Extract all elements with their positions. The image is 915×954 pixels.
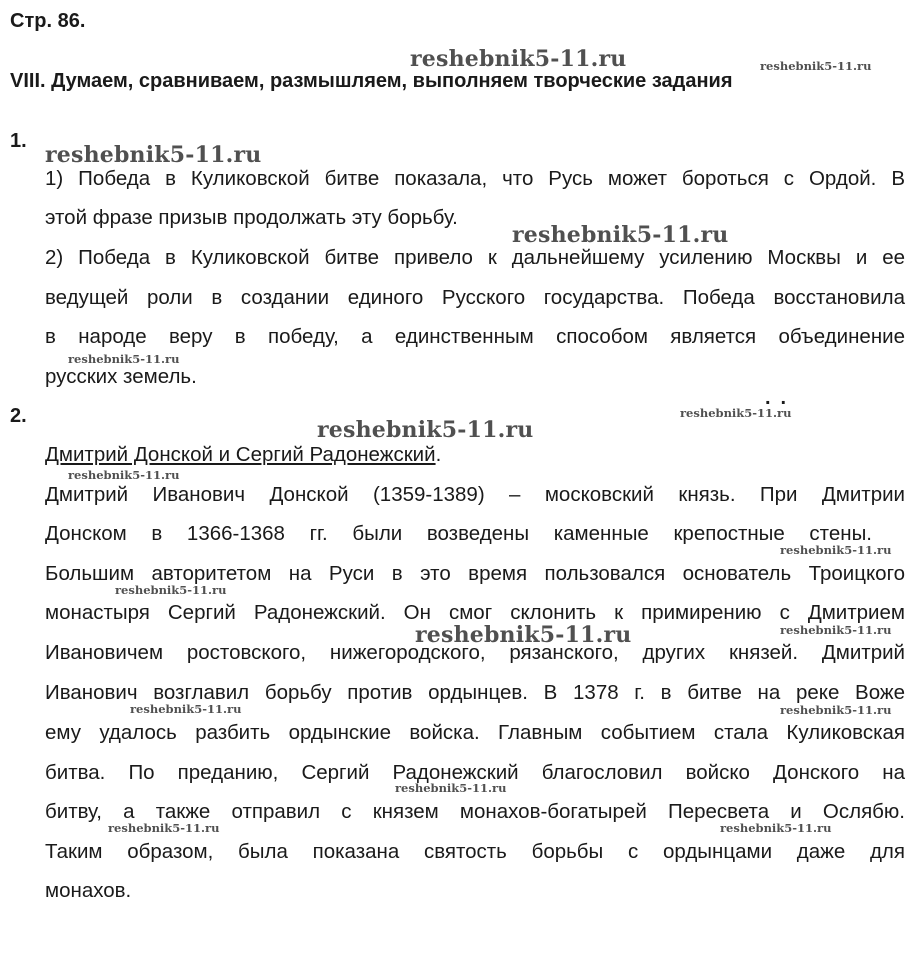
task-2-heading: [45, 442, 441, 468]
watermark: reshebnik5-11.ru: [680, 406, 792, 420]
task-2-line: Таким образом, была показана святость борьбы с ордынцами даже для: [45, 840, 905, 863]
watermark: reshebnik5-11.ru: [760, 59, 872, 73]
watermark: reshebnik5-11.ru: [415, 622, 632, 648]
watermark: reshebnik5-11.ru: [720, 821, 832, 835]
watermark: reshebnik5-11.ru: [410, 46, 627, 72]
watermark: reshebnik5-11.ru: [780, 703, 892, 717]
watermark: reshebnik5-11.ru: [45, 142, 262, 168]
watermark: reshebnik5-11.ru: [395, 781, 507, 795]
task-2-heading-text: Дмитрий Донской и Сергий Радонежский: [45, 443, 436, 466]
section-title: VIII. Думаем, сравниваем, размышляем, выполняем творческие задания: [10, 70, 733, 92]
task-2-line: Дмитрий Иванович Донской (1359-1389) – московский князь. При Дмитрии: [45, 483, 905, 506]
page-number: Стр. 86.: [10, 10, 86, 32]
task-1-line: этой фразе призыв продолжать эту борьбу.: [45, 206, 458, 229]
watermark: reshebnik5-11.ru: [317, 417, 534, 443]
task-2-line: монастыря Сергий Радонежский. Он смог склонить к примирению с Дмитрием: [45, 601, 905, 624]
task-1-line: 1) Победа в Куликовской битве показала, что Русь может бороться с Ордой. В: [45, 167, 905, 190]
task-1-line: 2) Победа в Куликовской битве привело к дальнейшему усилению Москвы и ее: [45, 246, 905, 269]
task-2-line: битва. По преданию, Сергий Радонежский благословил войско Донского на: [45, 761, 905, 784]
task-2-number: 2.: [10, 405, 27, 427]
task-2-line: Большим авторитетом на Руси в это время пользовался основатель Троицкого: [45, 562, 905, 585]
task-1-number: 1.: [10, 130, 27, 152]
task-2-line: Донском в 1366-1368 гг. были возведены каменные крепостные стены.: [45, 522, 872, 545]
watermark: reshebnik5-11.ru: [115, 583, 227, 597]
task-2-heading-period: .: [435, 443, 442, 466]
watermark: reshebnik5-11.ru: [512, 222, 729, 248]
watermark: reshebnik5-11.ru: [780, 623, 892, 637]
task-1-line: русских земель.: [45, 365, 197, 388]
task-2-line: Ивановичем ростовского, нижегородского, рязанского, других князей. Дмитрий: [45, 641, 905, 664]
watermark: reshebnik5-11.ru: [68, 468, 180, 482]
task-2-line: монахов.: [45, 879, 132, 902]
watermark: reshebnik5-11.ru: [130, 702, 242, 716]
task-2-line: ему удалось разбить ордынские войска. Главным событием стала Куликовская: [45, 721, 905, 744]
task-2-line: Иванович возглавил борьбу против ордынцев. В 1378 г. в битве на реке Воже: [45, 681, 905, 704]
watermark: reshebnik5-11.ru: [68, 352, 180, 366]
task-1-line: ведущей роли в создании единого Русского государства. Победа восстановила: [45, 286, 905, 309]
decorative-dots: ..: [765, 387, 797, 409]
watermark: reshebnik5-11.ru: [108, 821, 220, 835]
task-1-line: в народе веру в победу, а единственным способом является объединение: [45, 325, 905, 348]
watermark: reshebnik5-11.ru: [780, 543, 892, 557]
task-2-line: битву, а также отправил с князем монахов-богатырей Пересвета и Ослябю.: [45, 800, 905, 823]
